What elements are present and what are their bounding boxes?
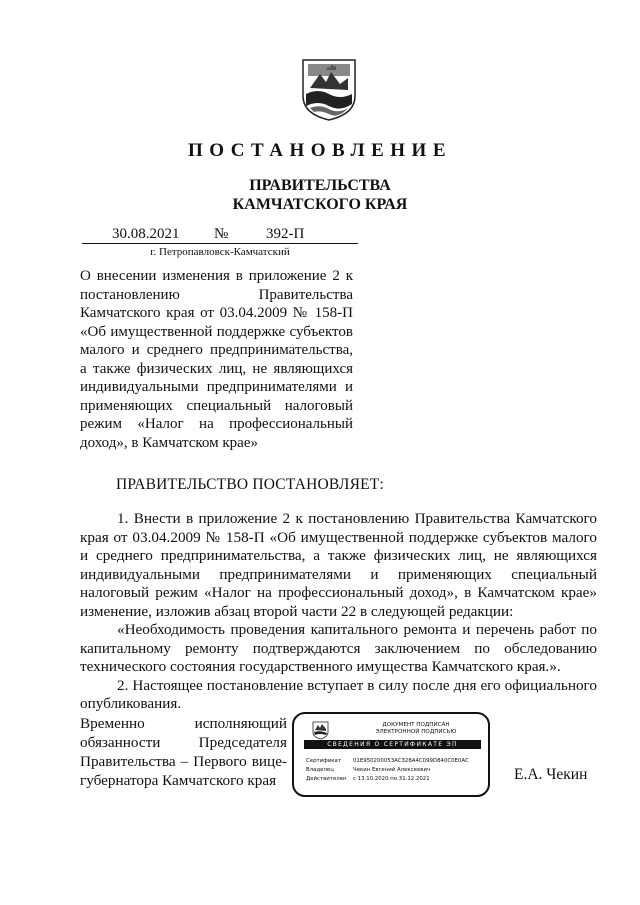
stamp-validity-value: с 13.10.2020 по 31.12.2021 <box>353 776 430 782</box>
resolve-heading: ПРАВИТЕЛЬСТВО ПОСТАНОВЛЯЕТ: <box>116 476 384 493</box>
issuing-authority <box>0 176 640 214</box>
stamp-heading-line-1: ДОКУМЕНТ ПОДПИСАН <box>382 722 450 728</box>
stamp-certificate-value: 01E950200053AC328A4C099D840C0E0AC <box>353 758 469 764</box>
stamp-heading-line-2: ЭЛЕКТРОННОЙ ПОДПИСЬЮ <box>375 729 457 735</box>
body-paragraph-1: 1. Внести в приложение 2 к постановлению Правительства Камчатского края от 03.04.2009 № 158-П «Об имущественной поддержке субъектов малого и среднего предпринимательства, а также физических лиц, не являющихся индивидуальными предпринимателями и применяющих специальный налоговый режим «Налог на профессиональный доход», в Камчатском крае» изменение, изложив абзац второй части 22 в следующей редакции: <box>80 510 597 620</box>
stamp-certificate-bar: СВЕДЕНИЯ О СЕРТИФИКАТЕ ЭП <box>304 740 481 749</box>
authority-line-2: КАМЧАТСКОГО КРАЯ <box>232 196 408 213</box>
city-label: г. Петропавловск-Камчатский <box>150 246 290 258</box>
stamp-certificate-label: Сертификат <box>306 758 341 764</box>
date-number-line <box>82 226 358 244</box>
stamp-validity-label: Действителен <box>306 776 347 782</box>
electronic-signature-stamp <box>292 712 490 797</box>
signer-name: Е.А. Чекин <box>514 766 588 783</box>
stamp-heading <box>356 722 476 736</box>
stamp-emblem-icon <box>312 721 329 740</box>
document-date: 30.08.2021 <box>112 226 180 242</box>
body-paragraph-3: 2. Настоящее постановление вступает в силу после дня его официального опубликования. <box>80 676 597 712</box>
document-body <box>80 510 597 714</box>
stamp-row-owner <box>306 767 430 774</box>
kamchatka-emblem-icon <box>300 58 358 122</box>
stamp-row-validity <box>306 776 430 783</box>
signer-position: Временно исполняющий обязанности Председателя Правительства – Первого вице-губернатора Камчатского края <box>80 715 287 789</box>
document-subject: О внесении изменения в приложение 2 к постановлению Правительства Камчатского края от 03.04.2009 № 158-П «Об имущественной поддержке субъектов малого и среднего предпринимательства, а также физических лиц, не являющихся индивидуальными предпринимателями и применяющих специальный налоговый режим «Налог на профессиональный доход», в Камчатском крае» <box>80 268 353 451</box>
stamp-owner-value: Чекин Евгений Алексеевич <box>353 767 431 773</box>
stamp-owner-label: Владелец <box>306 767 334 773</box>
document-title: ПОСТАНОВЛЕНИЕ <box>187 140 453 161</box>
stamp-row-certificate <box>306 758 469 765</box>
body-paragraph-2: «Необходимость проведения капитального ремонта и перечень работ по капитальному ремонту подтверждаются заключением по обследованию технического состояния государственного имущества Камчатского края.». <box>80 621 597 675</box>
authority-line-1: ПРАВИТЕЛЬСТВА <box>249 177 391 194</box>
number-sign: № <box>214 226 229 242</box>
document-number: 392-П <box>266 226 305 242</box>
